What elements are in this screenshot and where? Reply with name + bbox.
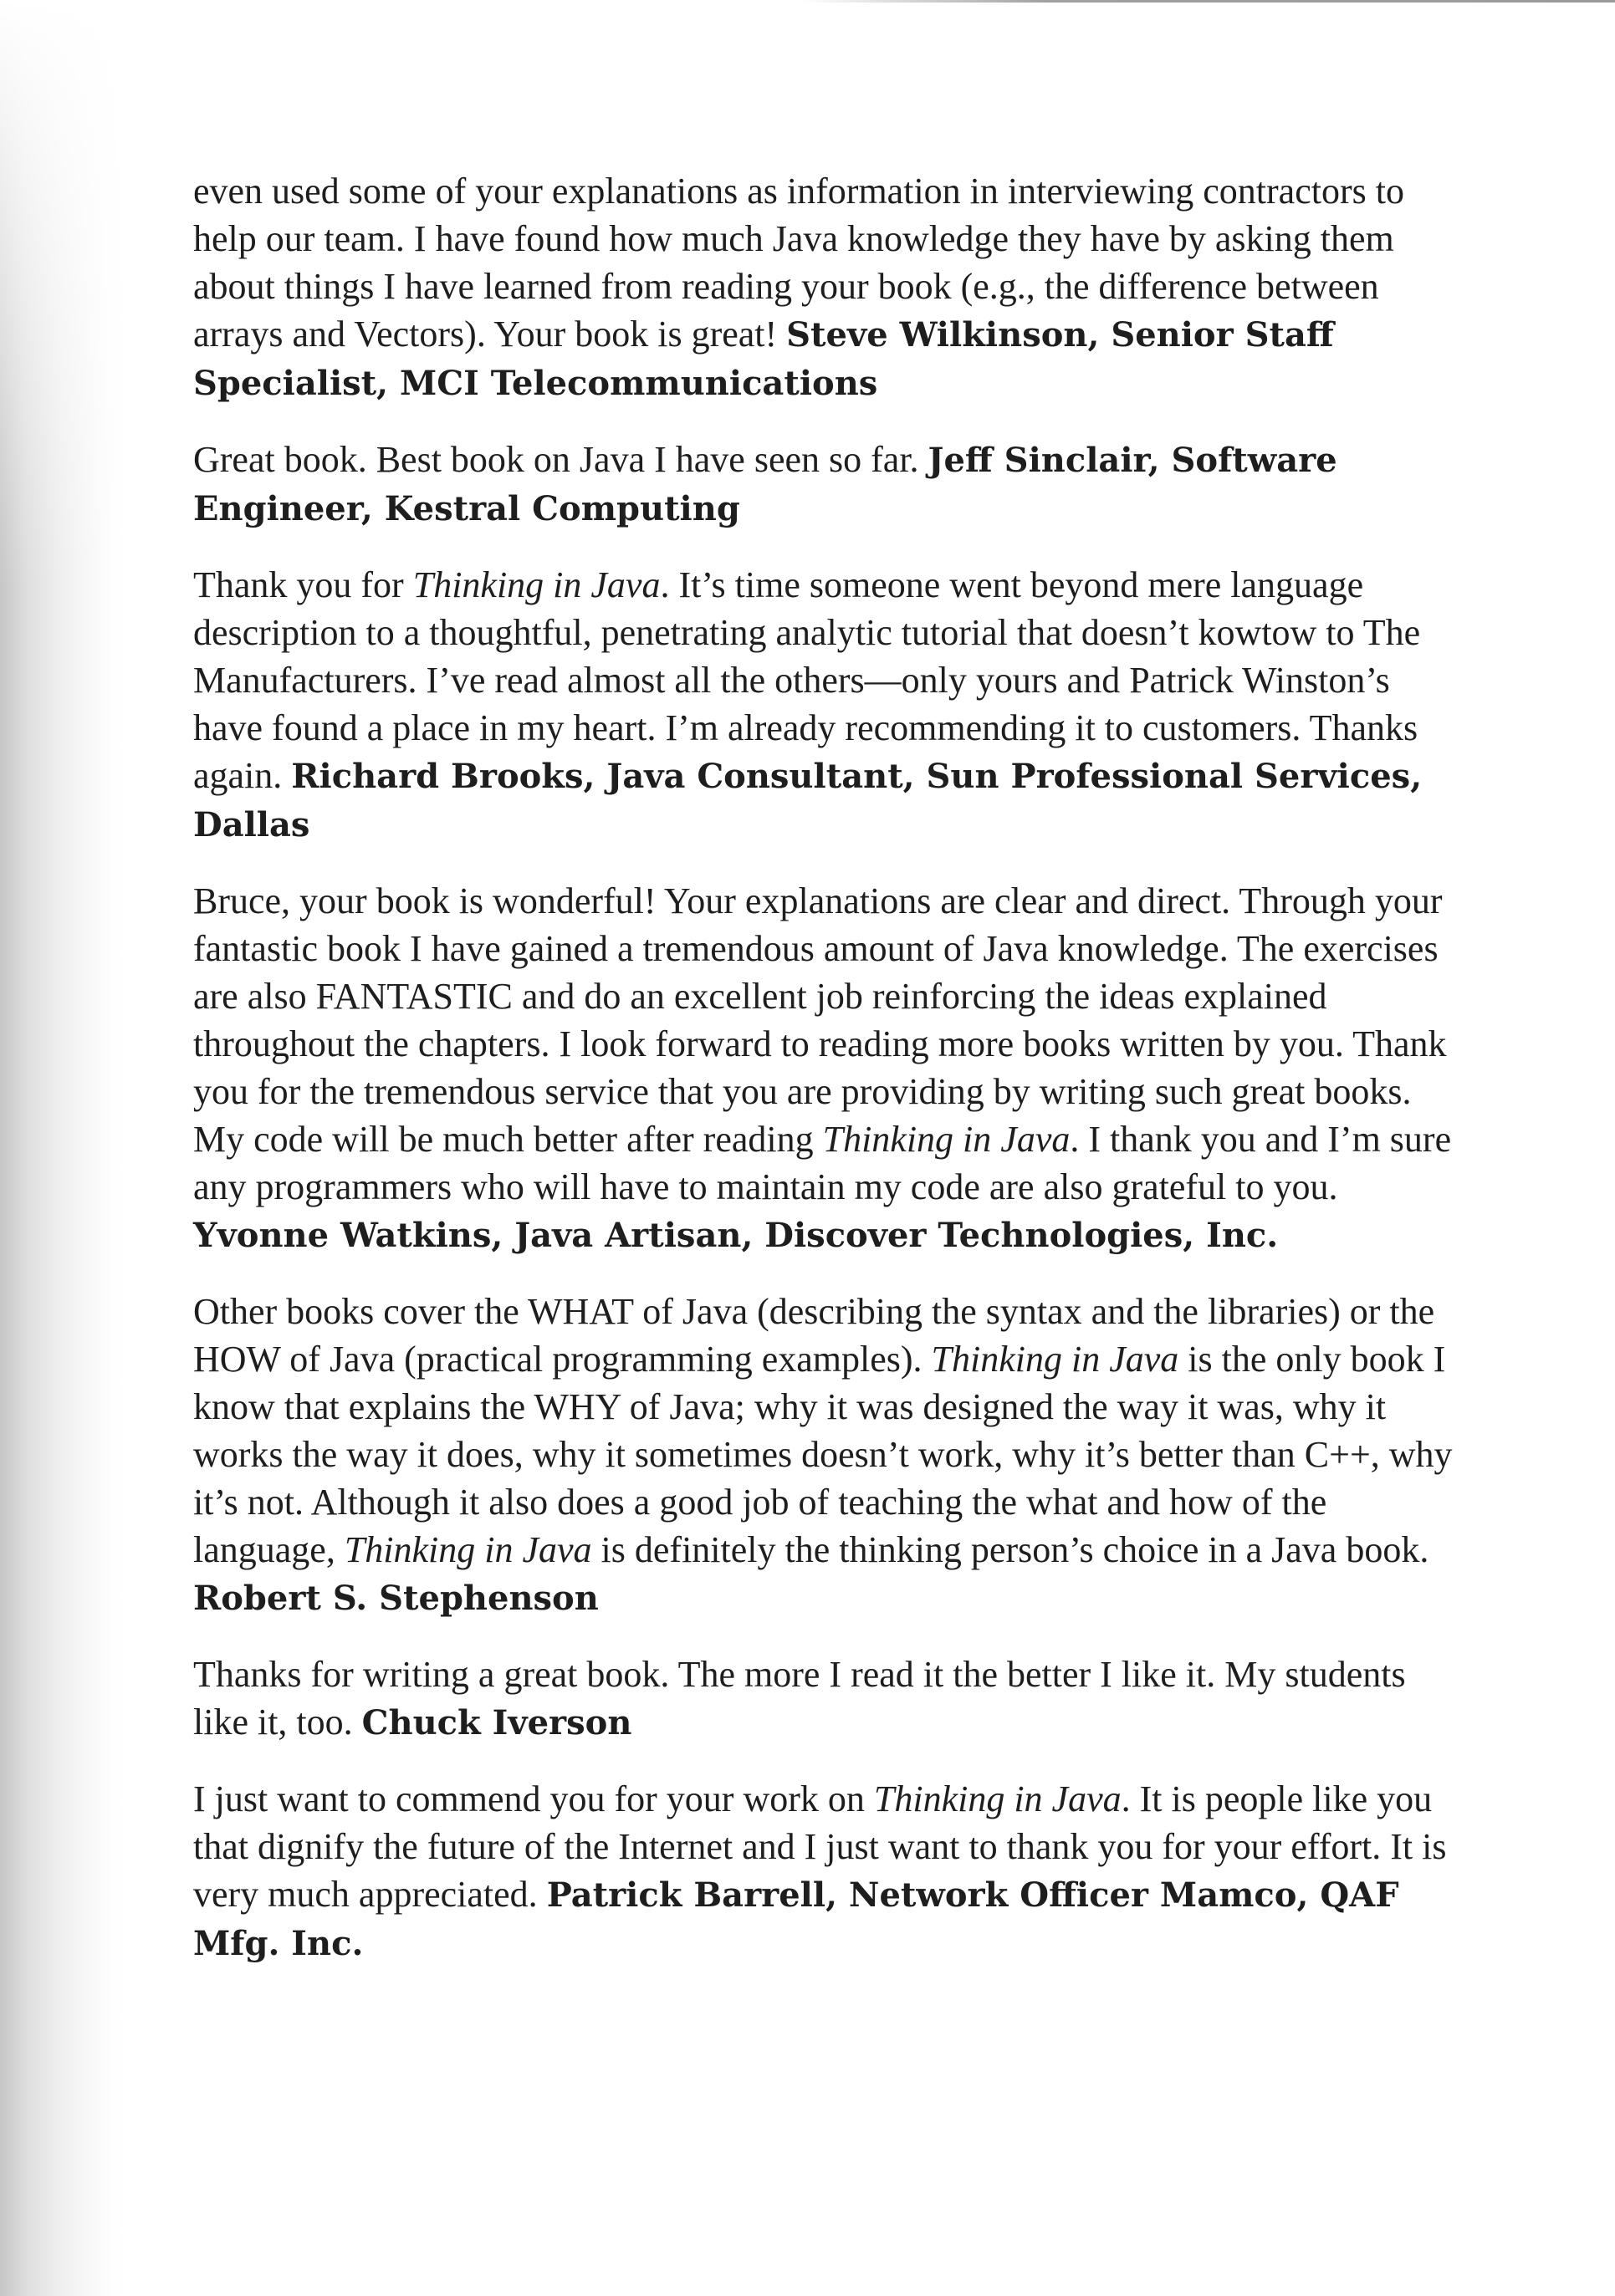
testimonial-text: even used some of your explanations as information in interviewing contractors to help our team. I have found how much Java knowledge they have by asking them about things I have learned from reading your book (e.g., the difference between arrays and Vectors). Your book is great! [193,171,1404,355]
testimonial-text: is the only book I know that explains the WHY of Java; why it was designed the way it was, why it works the way it does, why it sometimes doesn’t work, why it’s better than C++, why it’s not. Although it also does a good job of teaching the what and how of the language, [193,1339,1453,1570]
book-title: Thinking in Java [344,1529,592,1570]
testimonial-sinclair [193,436,1464,533]
testimonials-list [193,167,1464,1996]
testimonial-wilkinson [193,167,1464,407]
testimonial-text: Thank you for [193,564,413,605]
testimonial-iverson [193,1651,1464,1747]
book-title: Thinking in Java [412,564,661,605]
testimonial-brooks [193,561,1464,849]
book-title: Thinking in Java [873,1778,1122,1819]
testimonial-attribution: Steve Wilkinson, Senior Staff Specialist, MCI Telecommunications [193,315,1334,403]
testimonial-watkins [193,877,1464,1259]
testimonial-text: Thanks for writing a great book. The more I read it the better I like it. My students like it, too. [193,1654,1406,1742]
testimonial-stephenson [193,1288,1464,1622]
testimonial-attribution: Yvonne Watkins, Java Artisan, Discover Technologies, Inc. [193,1216,1279,1255]
testimonial-text: . It is people like you that dignify the future of the Internet and I just want to thank you for your effort. It is very much appreciated. [193,1778,1447,1915]
testimonial-attribution: Patrick Barrell, Network Officer Mamco, QAF Mfg. Inc. [193,1875,1399,1963]
testimonial-attribution: Robert S. Stephenson [193,1579,599,1618]
top-rule [803,0,1615,3]
testimonial-text: Bruce, your book is wonderful! Your explanations are clear and direct. Through your fantastic book I have gained a tremendous amount of Java knowledge. The exercises are also FANTASTIC and do an excellent job reinforcing the ideas explained throughout the chapters. I look forward to reading more books written by you. Thank you for the tremendous service that you are providing by writing such great books. My code will be much better after reading [193,880,1447,1160]
book-title: Thinking in Java [822,1119,1071,1160]
testimonial-text: Great book. Best book on Java I have seen so far. [193,439,928,480]
testimonial-text: . It’s time someone went beyond mere language description to a thoughtful, penetrating analytic tutorial that doesn’t kowtow to The Manufacturers. I’ve read almost all the others—only yours and Patrick Winston’s have found a place in my heart. I’m already recommending it to customers. Thanks again. [193,564,1421,796]
binding-shadow-fade [0,0,125,585]
testimonial-attribution: Richard Brooks, Java Consultant, Sun Professional Services, Dallas [193,757,1423,844]
testimonial-text: I just want to commend you for your work on [193,1778,874,1819]
testimonial-text: . I thank you and I’m sure any programmers who will have to maintain my code are also grateful to you. [193,1119,1452,1207]
testimonial-attribution: Chuck Iverson [361,1703,632,1742]
testimonial-barrell [193,1775,1464,1967]
testimonial-text: Other books cover the WHAT of Java (describing the syntax and the libraries) or the HOW of Java (practical programming examples). [193,1291,1435,1380]
testimonial-attribution: Jeff Sinclair, Software Engineer, Kestral Computing [193,441,1337,528]
book-title: Thinking in Java [931,1339,1179,1380]
testimonial-text: is definitely the thinking person’s choice in a Java book. [591,1529,1429,1570]
